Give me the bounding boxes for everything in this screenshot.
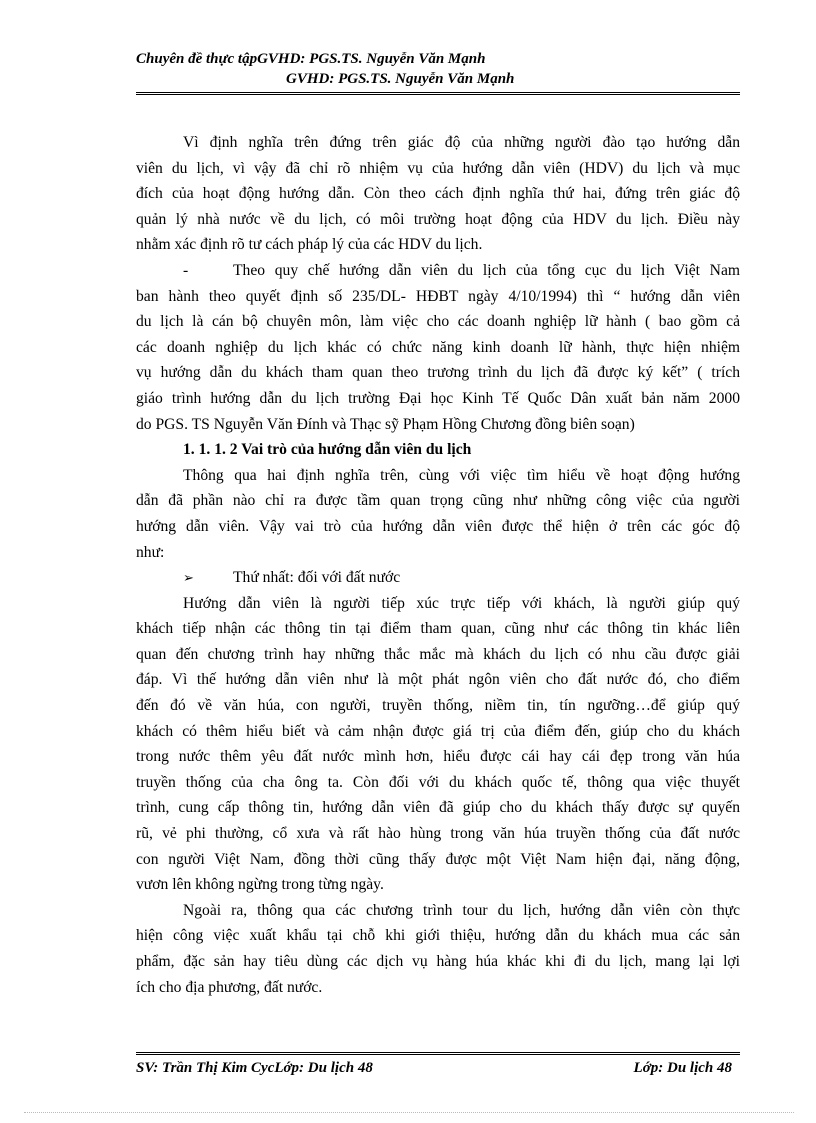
text-line-content: Theo quy chế hướng dẫn viên du lịch của tổng cục du lịch Việt Nam bbox=[233, 261, 740, 279]
text-line: vụ hướng dẫn du khách tham quan theo trương trình du lịch đã được ký kết” ( trích bbox=[136, 364, 740, 382]
page-edge-divider bbox=[24, 1112, 794, 1113]
text-line: khách có thêm hiểu biết và cảm nhận được giá trị của điểm đến, giúp cho du khách bbox=[136, 722, 740, 740]
paragraph-5 bbox=[136, 898, 740, 1000]
text-line: con người Việt Nam, đồng thời cũng thấy được một Việt Nam hiện đại, năng động, bbox=[136, 850, 740, 868]
document-body bbox=[136, 130, 740, 1000]
text-line: du lịch là cán bộ chuyên môn, làm việc cho các doanh nghiệp lữ hành ( bao gồm cả bbox=[136, 313, 740, 331]
text-line bbox=[136, 258, 740, 284]
text-line: đến đó về văn húa, con người, truyền thống, niềm tin, tín ngưỡng…để giúp quý bbox=[136, 697, 740, 715]
paragraph-2 bbox=[136, 258, 740, 437]
text-line: ích cho địa phương, đất nước. bbox=[136, 978, 323, 996]
footer-rule bbox=[136, 1052, 740, 1055]
text-line: truyền thống của cha ông ta. Còn đối với du khách quốc tế, thông qua việc thuyết bbox=[136, 773, 740, 791]
text-line: ban hành theo quyết định số 235/DL- HĐBT ngày 4/10/1994) thì “ hướng dẫn viên bbox=[136, 287, 740, 305]
text-line: quản lý nhà nước về du lịch, có môi trường hoạt động của HDV du lịch. Điều này bbox=[136, 210, 740, 228]
paragraph-4 bbox=[136, 591, 740, 898]
text-line: giáo trình hướng dẫn du lịch trường Đại học Kinh Tế Quốc Dân xuất bản năm 2000 bbox=[136, 389, 740, 407]
text-line: hiện công việc xuất khẩu tại chỗ khi giới thiệu, hướng dẫn du khách mua các sản bbox=[136, 927, 740, 945]
paragraph-3 bbox=[136, 463, 740, 565]
text-line: như: bbox=[136, 543, 165, 561]
text-line: Ngoài ra, thông qua các chương trình tour du lịch, hướng dẫn viên còn thực bbox=[183, 901, 740, 919]
text-line: khách tiếp nhận các thông tin tại điểm tham quan, cũng như các thông tin khác liên bbox=[136, 620, 740, 638]
text-line: rũ, vẻ phi thường, cổ xưa và rất hào hùng trong văn húa truyền thống của đất nước bbox=[136, 825, 740, 843]
text-line: đáp. Vì thế hướng dẫn viên như là một phát ngôn viên cho đất nước đó, cho điểm bbox=[136, 671, 740, 689]
text-line: do PGS. TS Nguyễn Văn Đính và Thạc sỹ Phạm Hồng Chương đồng biên soạn) bbox=[136, 415, 635, 433]
text-line: Thông qua hai định nghĩa trên, cùng với việc tìm hiểu về hoạt động hướng bbox=[183, 466, 740, 484]
text-line: các doanh nghiệp du lịch khác có chức năng kinh doanh lữ hành, thực hiện nhiệm bbox=[136, 338, 740, 356]
text-line: phẩm, đặc sản hay tiêu dùng các dịch vụ hàng húa khác khi đi du lịch, mang lại lợi bbox=[136, 953, 740, 970]
header-line-2: GVHD: PGS.TS. Nguyễn Văn Mạnh bbox=[286, 71, 515, 87]
paragraph-1 bbox=[136, 130, 740, 258]
bullet-text: Thứ nhất: đối với đất nước bbox=[233, 569, 401, 587]
text-line: nhằm xác định rõ tư cách pháp lý của các HDV du lịch. bbox=[136, 236, 483, 254]
text-line: Vì định nghĩa trên đứng trên giác độ của những người đào tạo hướng dẫn bbox=[183, 134, 740, 151]
text-line: hướng dẫn viên. Vậy vai trò của hướng dẫn viên được thể hiện ở trên các góc độ bbox=[136, 517, 740, 535]
text-line: dẫn đã phần nào chỉ ra được tầm quan trọng cũng như những công việc của người bbox=[136, 492, 740, 510]
text-line: trong nước thêm yêu đất nước mình hơn, hiểu được cái hay cái đẹp trong văn húa bbox=[136, 748, 740, 766]
bullet-item bbox=[136, 565, 740, 591]
footer-class: Lớp: Du lịch 48 bbox=[633, 1060, 732, 1076]
section-heading: 1. 1. 1. 2 Vai trò của hướng dẫn viên du lịch bbox=[183, 441, 472, 459]
text-line: viên du lịch, vì vậy đã chỉ rõ nhiệm vụ của hướng dẫn viên (HDV) du lịch và mục bbox=[136, 159, 740, 177]
text-line: đích của hoạt động hướng dẫn. Còn theo cách định nghĩa thứ hai, đứng trên giác độ bbox=[136, 185, 740, 203]
text-line: trình, cung cấp thông tin, hướng dẫn viên đã giúp cho du khách thấy được sự quyến bbox=[136, 799, 740, 817]
header-line-1: Chuyên đề thực tậpGVHD: PGS.TS. Nguyễn Văn Mạnh bbox=[136, 51, 486, 67]
text-line: vươn lên không ngừng trong từng ngày. bbox=[136, 876, 384, 894]
dash-marker: - bbox=[183, 261, 189, 279]
arrow-bullet-icon: ➢ bbox=[183, 570, 194, 586]
header-rule bbox=[136, 92, 740, 95]
footer-student: SV: Trần Thị Kim CycLớp: Du lịch 48 bbox=[136, 1060, 373, 1076]
text-line: Hướng dẫn viên là người tiếp xúc trực tiếp với khách, là người giúp quý bbox=[183, 594, 740, 612]
text-line: quan đến chương trình hay những thắc mắc mà khách du lịch có nhu cầu được giải bbox=[136, 645, 740, 663]
